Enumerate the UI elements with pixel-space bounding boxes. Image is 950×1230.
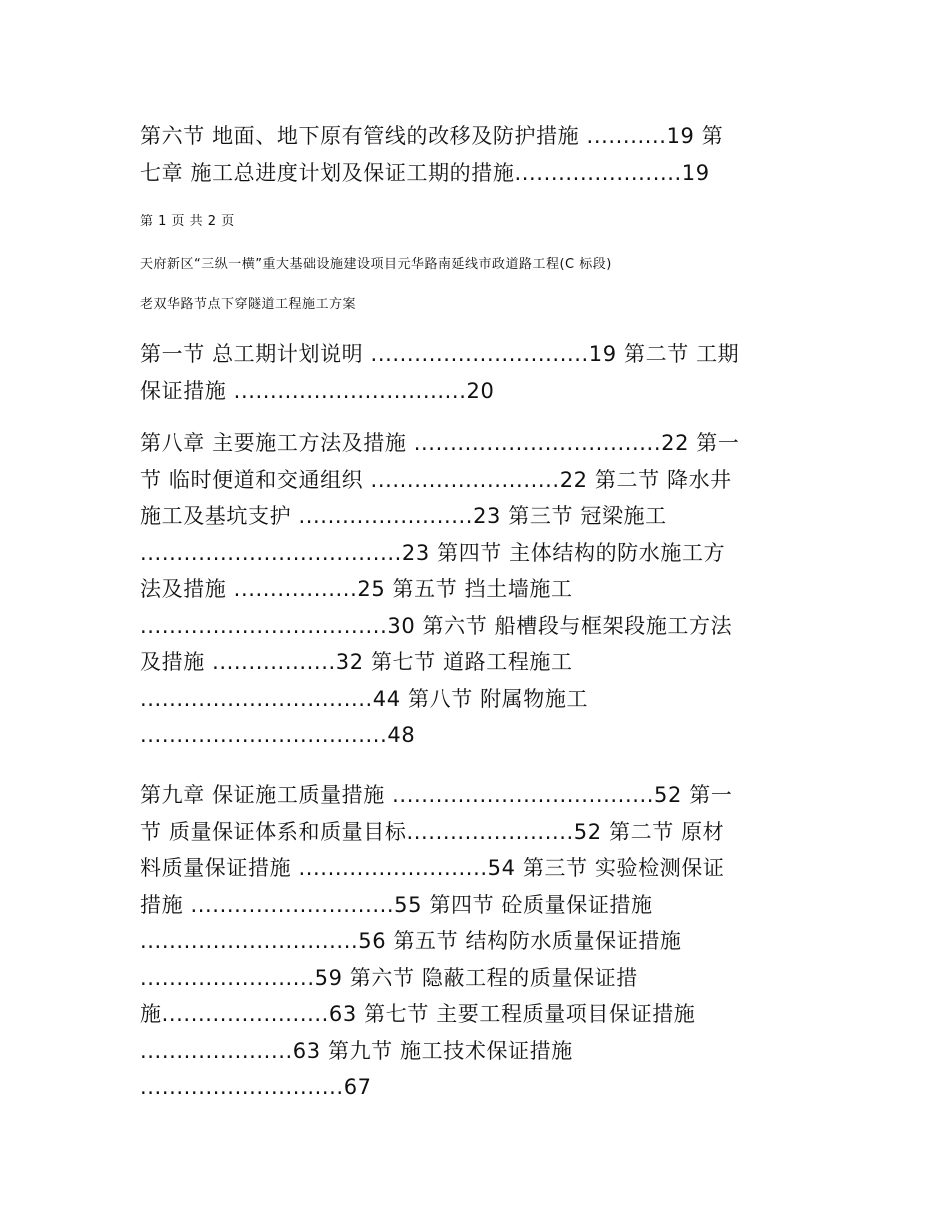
- toc-line: 七章 施工总进度计划及保证工期的措施.......................19: [140, 160, 710, 185]
- toc-line: 第八章 主要施工方法及措施 ..................................22 第一: [140, 431, 740, 455]
- toc-line: ..............................56 第五节 结构防水质量保证措施: [140, 929, 682, 953]
- toc-line: 施工及基坑支护 ........................23 第三节 冠梁施工: [140, 504, 667, 528]
- toc-line: ..................................30 第六节 船槽段与框架段施工方法: [140, 613, 733, 638]
- toc-line: 节 临时便道和交通组织 ..........................22 第二节 降水井: [140, 467, 732, 492]
- toc-block-chapter-8: [140, 425, 820, 754]
- toc-line: 料质量保证措施 ..........................54 第三节 实验检测保证: [140, 856, 725, 880]
- toc-line: 第六节 地面、地下原有管线的改移及防护措施 ...........19 第: [140, 124, 724, 148]
- toc-line: 施.......................63 第七节 主要工程质量项目保证措施: [140, 1002, 696, 1026]
- toc-block-chapter-6-7: [140, 118, 820, 191]
- toc-line: ................................44 第八节 附属物施工: [140, 686, 589, 711]
- toc-line: ..................................48: [140, 723, 416, 747]
- toc-line: ........................59 第六节 隐蔽工程的质量保证措: [140, 965, 638, 990]
- toc-line: .....................63 第九节 施工技术保证措施: [140, 1038, 573, 1063]
- toc-line: 法及措施 .................25 第五节 挡土墙施工: [140, 577, 573, 601]
- toc-line: ....................................23 第四节 主体结构的防水施工方: [140, 540, 726, 565]
- toc-block-chapter-9: [140, 777, 820, 1106]
- project-title-header: 天府新区“三纵一横”重大基础设施建设项目元华路南延线市政道路工程(C 标段): [140, 257, 612, 272]
- toc-line: 及措施 .................32 第七节 道路工程施工: [140, 650, 573, 674]
- toc-line: 第一节 总工期计划说明 ..............................19 第二节 工期: [140, 342, 740, 366]
- toc-line: 保证措施 ................................20: [140, 378, 495, 403]
- page-number-footer: 第 1 页 共 2 页: [140, 214, 235, 229]
- toc-block-chapter-7-sections: [140, 336, 820, 409]
- toc-line: 措施 ............................55 第四节 砼质量保证措施: [140, 892, 653, 917]
- toc-line: 第九章 保证施工质量措施 ....................................52 第一: [140, 783, 733, 807]
- toc-line: 节 质量保证体系和质量目标.......................52 第二节 原材: [140, 819, 725, 844]
- scheme-title-header: 老双华路节点下穿隧道工程施工方案: [140, 297, 357, 312]
- toc-line: ............................67: [140, 1075, 372, 1099]
